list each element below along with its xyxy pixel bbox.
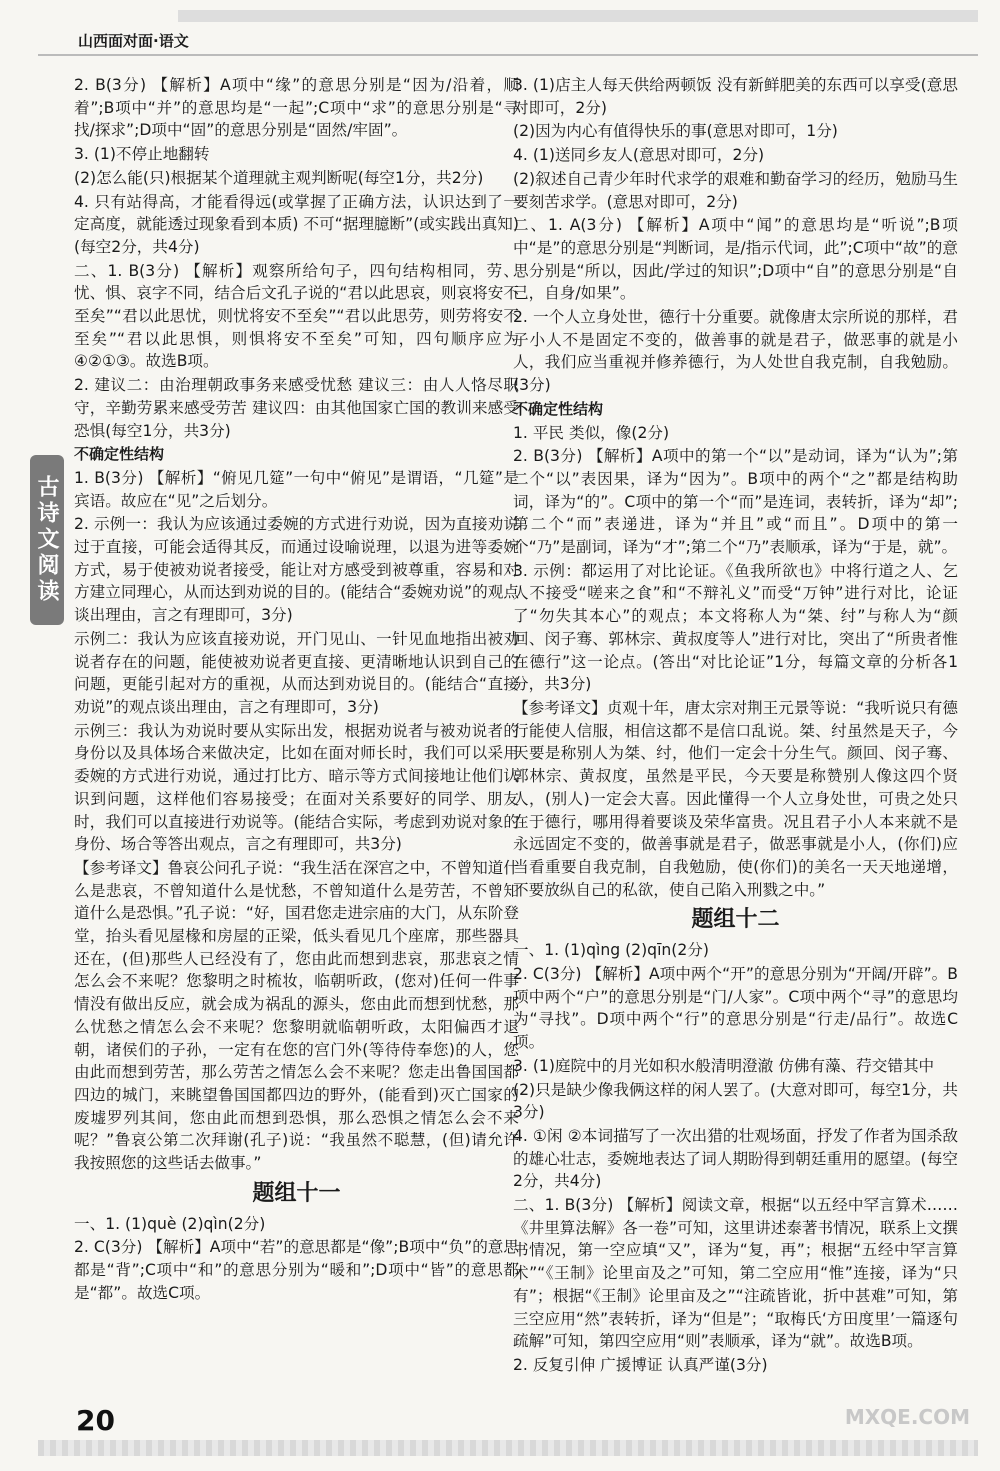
- page-number: 20: [76, 1404, 115, 1437]
- section-heading: 不确定性结构: [513, 399, 604, 418]
- footer-band: [38, 1440, 978, 1456]
- page-header: [38, 10, 978, 56]
- answer-item: 2. 示例一：我认为应该通过委婉的方式进行劝说，因为直接劝说过于直接，可能会适得其反，而通过设喻说理，以退为进等委婉方式，易于使被劝说者接受，能让对方感受到被尊重，容易和对方建立同理心，从而达到劝说的目的。(能结合“委婉劝说”的观点谈出理由，言之有理即可，3分): [74, 515, 519, 625]
- answer-item: 1. 平民 类似，像(2分): [513, 423, 670, 442]
- translation: 【参考译文】鲁哀公问孔子说：“我生活在深宫之中，不曾知道什么是悲哀，不曾知道什么是忧愁，不曾知道什么是劳苦，不曾知道什么是恐惧。”孔子说：“好，国君您走进宗庙的大门，从东阶登堂，抬头看见屋椽和房屋的正梁，低头看见几个座席，那些器具还在，(但)那些人已经没有了，您由此而想到悲哀，那悲哀之情怎么会不来呢？您黎明之时梳妆，临朝听政，(您对)任何一件事情没有做出反应，就会成为祸乱的源头，您由此而想到忧愁，那么忧愁之情怎么会不来呢？您黎明就临朝听政，太阳偏西才退朝，诸侯们的子孙，一定有在您的宫门外(等待侍奉您)的人，您由此而想到劳苦，那么劳苦之情怎么会不来呢？您走出鲁国国都四边的城门，来眺望鲁国国都四边的野外，(能看到)灭亡国家的废墟罗列其间，您由此而想到恐惧，那么恐惧之情怎么会不来呢？”鲁哀公第二次拜谢(孔子)说：“我虽然不聪慧，(但)请允许我按照您的这些话去做事。”: [74, 858, 519, 1173]
- group-title: 题组十一: [252, 1180, 341, 1206]
- answer-item: 2. C(3分) 【解析】A项中两个“开”的意思分别为“开阔/开辟”。B项中两个“户”的意思分别是“门/人家”。C项中两个“寻”的意思均为“寻找”。D项中两个“行”的意思分别是“行走/品行”。故选C项。: [513, 965, 958, 1052]
- section-heading: 不确定性结构: [74, 445, 165, 464]
- answer-item: 示例三：我认为劝说时要从实际出发，根据劝说者与被劝说者的身份以及具体场合来做决定，比如在面对师长时，我们可以采用委婉的方式进行劝说，通过打比方、暗示等方式间接地让他们认识到问题，这样他们容易接受；在面对关系要好的同学、朋友时，我们可以直接进行劝说等。(能结合实际，考虑到劝说对象的身份、场合等答出观点，言之有理即可，共3分): [74, 721, 519, 854]
- answer-item: 二、1. B(3分) 【解析】观察所给句子，四句结构相同，劳、忧、惧、哀字不同，结合后文孔子说的“君以此思哀，则哀将安不至矣”“君以此思忧，则忧将安不至矣”“君以此思劳，则劳将安不至矣”“君以此思惧，则惧将安不至矣”可知，四句顺序应为④②①③。故选B项。: [74, 261, 519, 371]
- answer-item: 2. B(3分) 【解析】A项中的第一个“以”是动词，译为“认为”;第二个“以”表因果，译为“因为”。B项中的两个“之”都是结构助词，译为“的”。C项中的第一个“而”是连词，表转折，译为“却”;第二个“而”表递进，译为“并且”或“而且”。D项中的第一个“乃”是副词，译为“才”;第二个“乃”表顺承，译为“于是，就”。: [513, 447, 958, 557]
- answer-item: 3. (1)店主人每天供给两顿饭 没有新鲜肥美的东西可以享受(意思对即可，2分): [513, 76, 958, 117]
- watermark: MXQE.COM: [844, 1405, 970, 1429]
- answer-item: 二、1. B(3分) 【解析】阅读文章，根据“以五经中罕言算术……《井里算法解》各一卷”可知，这里讲述泰著书情况，联系上文撰书情况，第一空应填“又”，译为“复，再”；根据“五经中罕言算术”“《王制》论里亩及之”可知，第二空应用“惟”连接，译为“只有”；根据“《王制》论里亩及之”“注疏皆讹，折中甚难”可知，第三空应用“然”表转折，译为“但是”；“取梅氏‘方田度里’一篇逐句疏解”可知，第四空应用“则”表顺承，译为“就”。故选B项。: [513, 1196, 958, 1351]
- answer-item: 3. (1)不停止地翻转: [74, 145, 210, 164]
- header-title: 山西面对面·语文: [78, 32, 189, 50]
- answer-item: 4. (1)送同乡友人(意思对即可，2分): [513, 146, 765, 165]
- answer-item: (2)因为内心有值得快乐的事(意思对即可，1分): [513, 122, 838, 141]
- answer-item: 2. B(3分) 【解析】A项中“缘”的意思分别是“因为/沿着，顺着”;B项中“并”的意思均是“一起”;C项中“求”的意思分别是“寻找/探求”;D项中“固”的意思分别是“固然/牢固”。: [74, 76, 519, 140]
- answer-item: 二、1. A(3分) 【解析】A项中“闻”的意思均是“听说”;B项中“是”的意思分别是“判断词，是/指示代词，此”;C项中“故”的意思分别是“所以，因此/学过的知识”;D项中“自”的意思分别是“自己，自身/如果”。: [513, 216, 958, 303]
- header-bar: [178, 10, 978, 22]
- answer-item: 一、1. (1)què (2)qìn(2分): [74, 1214, 266, 1233]
- translation: 【参考译文】贞观十年，唐太宗对荆王元景等说：“我听说只有德行能使人信服，相信这都不是信口乱说。桀、纣虽然是天子，今天要是称别人为桀、纣，他们一定会十分生气。颜回、闵子骞、郭林宗、黄叔度，虽然是平民，今天要是称赞别人像这四个贤人，(别人)一定会大喜。因此懂得一个人立身处世，可贵之处只在于德行，哪用得着要谈及荣华富贵。况且君子小人本来就不是永远固定不变的，做善事就是君子，做恶事就是小人，(你们)应当看重要自我克制，自我勉励，使(你们)的美名一天天地递增，不要放纵自己的私欲，使自己陷入刑戮之中。”: [513, 698, 958, 899]
- answer-item: (2)怎么能(只)根据某个道理就主观判断呢(每空1分，共2分): [74, 168, 484, 187]
- answer-item: 2. C(3分) 【解析】A项中“若”的意思都是“像”;B项中“负”的意思都是“背”;C项中“和”的意思分别为“暖和”;D项中“皆”的意思都是“都”。故选C项。: [74, 1238, 519, 1302]
- answer-item: 1. B(3分) 【解析】“俯见几筵”一句中“俯见”是谓语，“几筵”是宾语。故应在“见”之后划分。: [74, 468, 519, 510]
- answer-item: (2)叙述自己青少年时代求学的艰难和勤奋学习的经历，勉励马生要刻苦求学。(意思对即可，2分): [513, 169, 958, 211]
- answer-item: 3. 示例：都运用了对比论证。《鱼我所欲也》中将行道之人、乞人不接受“嗟来之食”和“不辩礼义”而受“万钟”进行对比，论证了“勿失其本心”的观点；本文将称人为“桀、纣”与称人为“颜回、闵子骞、郭林宗、黄叔度等人”进行对比，突出了“所贵者惟在德行”这一论点。(答出“对比论证”1分，每篇文章的分析各1分，共3分): [513, 561, 958, 694]
- group-title: 题组十二: [691, 907, 780, 933]
- answer-item: 3. (1)庭院中的月光如积水般清明澄澈 仿佛有藻、荇交错其中: [513, 1056, 935, 1075]
- answer-item: 2. 一个人立身处世，德行十分重要。就像唐太宗所说的那样，君子小人不是固定不变的，做善事的就是君子，做恶事的就是小人，我们应当重视并修养德行，为人处世自我克制，自我勉励。(3分): [513, 308, 958, 395]
- left-column: [74, 74, 519, 1306]
- section-tab: 古诗文阅读: [30, 455, 64, 625]
- right-column: [513, 74, 958, 1378]
- answer-item: 4. ①闲 ②本词描写了一次出猎的壮观场面，抒发了作者为国杀敌的雄心壮志，委婉地表达了词人期盼得到朝廷重用的愿望。(每空2分，共4分): [513, 1126, 958, 1191]
- answer-item: 2. 反复引伸 广援博证 认真严谨(3分): [513, 1355, 768, 1374]
- answer-item: 2. 建议二：由治理朝政事务来感受忧愁 建议三：由人人恪尽职守，辛勤劳累来感受劳苦 建议四：由其他国家亡国的教训来感受恐惧(每空1分，共3分): [74, 376, 519, 440]
- answer-item: (2)只是缺少像我俩这样的闲人罢了。(大意对即可，每空1分，共3分): [513, 1080, 958, 1122]
- answer-item: 4. 只有站得高，才能看得远(或掌握了正确方法，认识达到了一定高度，就能透过现象看到本质) 不可“据理臆断”(或实践出真知)(每空2分，共4分): [74, 192, 519, 256]
- answer-item: 示例二：我认为应该直接劝说，开门见山、一针见血地指出被劝说者存在的问题，能使被劝说者更直接、更清晰地认识到自己的问题，更能引起对方的重视，从而达到劝说目的。(能结合“直接劝说”的观点谈出理由，言之有理即可，3分): [74, 629, 519, 716]
- answer-item: 一、1. (1)qìng (2)qīn(2分): [513, 941, 709, 960]
